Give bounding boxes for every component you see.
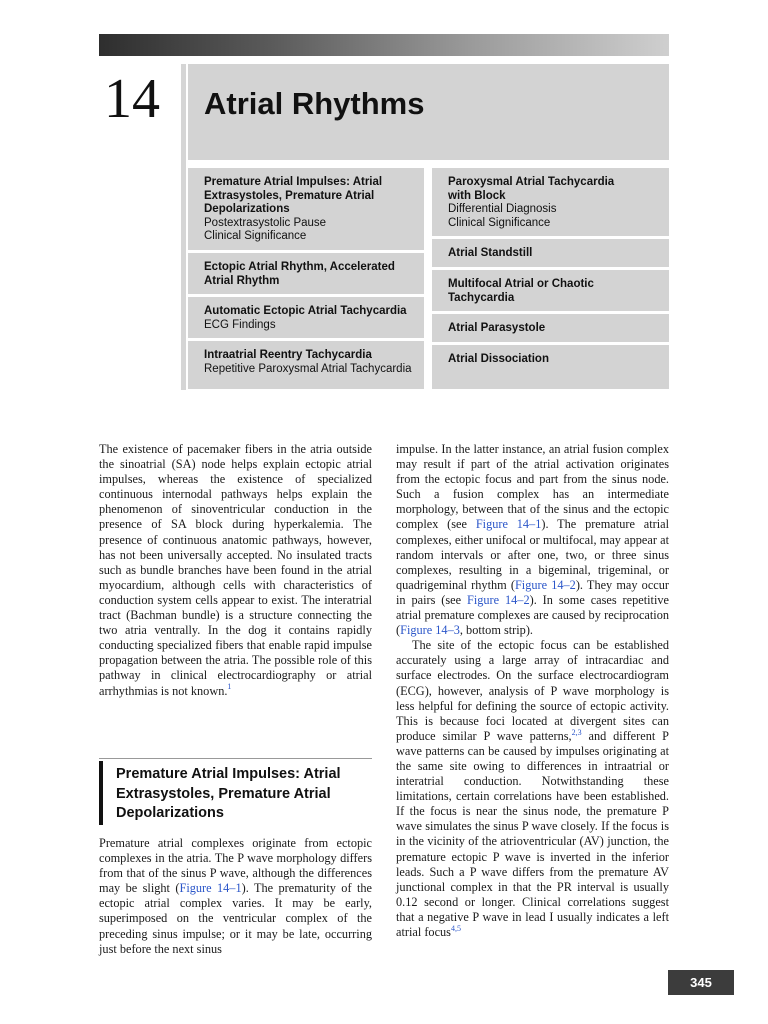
toc-heading-line: Atrial Rhythm	[204, 274, 280, 287]
toc-heading-line: Atrial Dissociation	[448, 352, 549, 365]
reference-link[interactable]: 1	[227, 682, 232, 692]
toc-heading-line: Ectopic Atrial Rhythm, Accelerated	[204, 260, 395, 273]
toc-subitem: Clinical Significance	[204, 230, 307, 243]
chapter-number: 14	[104, 68, 160, 130]
toc-item[interactable]	[432, 270, 669, 311]
toc-heading-line: Atrial Standstill	[448, 247, 533, 260]
toc-heading-line: with Block	[448, 189, 506, 202]
section-heading-bar	[99, 761, 103, 825]
toc-item[interactable]	[188, 297, 424, 338]
figure-link[interactable]: Figure 14–3	[400, 623, 460, 638]
toc-heading-line: Intraatrial Reentry Tachycardia	[204, 349, 372, 362]
toc-item[interactable]	[432, 345, 669, 389]
chapter-title-box	[188, 64, 669, 160]
toc-heading-line: Tachycardia	[448, 291, 515, 304]
reference-link[interactable]: 4,5	[450, 923, 461, 933]
page-number: 345	[668, 970, 734, 995]
toc-heading-line: Extrasystoles, Premature Atrial	[204, 189, 375, 202]
figure-link[interactable]: Figure 14–2	[467, 592, 530, 607]
section-paragraph: Premature atrial complexes originate from ectopic complexes in the atria. The P wave morphology differs from that of the sinus P wave, although the differences may be slight (Figure 14–1). The prematurity of the ectopic atrial complex varies. It may be early, superimposed on the ventricular complex of the preceding sinus impulse; or it may be late, occurring just before the next sinus	[99, 836, 372, 956]
toc-heading-line: Paroxysmal Atrial Tachycardia	[448, 176, 615, 188]
toc-subitem: ECG Findings	[204, 318, 276, 331]
section-heading: Premature Atrial Impulses: Atrial Extrasystoles, Premature Atrial Depolarizations	[116, 766, 341, 821]
toc-item[interactable]	[188, 341, 424, 389]
toc-item[interactable]	[432, 168, 669, 236]
right-paragraph-2: The site of the ectopic focus can be established accurately using a large array of intracardiac and surface electrodes. On the surface electrocardiogram (ECG), however, analysis of P wave morphology is less helpful for defining the source of ectopic activity. This is because foci located at divergent sites can produce similar P wave patterns,$^{2,3}$ and different P wave patterns can be caused by impulses originating at the same site owing to differences in intraatrial or interatrial conduction. Notwithstanding these limitations, certain correlations have been established. If the focus is near the sinus node, the premature P wave simulates the sinus P wave closely. If the focus is in the vicinity of the atrioventricular (AV) junction, the premature ectopic P wave is inverted in the inferior leads. Such a P wave differs from the premature AV junctional complex in that the PR interval is usually 0.12 second or longer. Clinical correlations suggest that a negative P wave in lead I usually indicates a left atrial focus$^{4,5}$	[396, 638, 669, 939]
toc-left-column	[188, 168, 424, 389]
right-paragraph-1: impulse. In the latter instance, an atrial fusion complex may result if part of the atrial activation originates from the ectopic focus and part from the sinus node. Such a fusion complex has an intermediate morphology, between that of the sinus and the ectopic complex (see Figure 14–1). The premature atrial complexes, either unifocal or multifocal, may appear at random intervals or after one, two, or three sinus complexes, resulting in a bigeminal, trigeminal, or quadrigeminal rhythm (Figure 14–2). They may occur in pairs (see Figure 14–2). In some cases repetitive atrial premature complexes are caused by reciprocation (Figure 14–3, bottom strip).	[396, 442, 669, 638]
toc-subitem: Clinical Significance	[448, 216, 551, 229]
toc-subitem: Differential Diagnosis	[448, 203, 557, 216]
toc-subitem: Repetitive Paroxysmal Atrial Tachycardia	[204, 362, 412, 375]
figure-link[interactable]: Figure 14–1	[179, 881, 242, 896]
chapter-title: Atrial Rhythms	[204, 86, 425, 121]
chapter-divider	[181, 64, 186, 390]
intro-paragraph: The existence of pacemaker fibers in the atria outside the sinoatrial (SA) node helps explain ectopic atrial impulses, whereas the existence of specialized continuous internodal pathways helps explain the phenomenon of sinoventricular conduction in the presence of SA block during hyperkalemia. The presence of continuous anatomic pathways, however, has not been universally accepted. No insulated tracts such as bundle branches have been found in the atrial myocardium, although cells with characteristics of conduction system cells appear to exist. The interatrial tract (Bachman bundle) is a structure connecting the two atria ventrally. In the dog it contains rapidly conducting specialized fibers that enable rapid impulse propagation between the atria. The possible role of this pathway in clinical electrocardiography or atrial arrhythmias is not known.$^1$	[99, 442, 372, 698]
reference-link[interactable]: 2,3	[571, 727, 582, 737]
toc-heading-line: Atrial Parasystole	[448, 322, 546, 335]
toc-heading-line: Multifocal Atrial or Chaotic	[448, 277, 594, 290]
figure-link[interactable]: Figure 14–1	[475, 517, 542, 532]
body-column-left	[99, 442, 372, 699]
toc-heading-line: Premature Atrial Impulses: Atrial	[204, 176, 383, 188]
toc-heading-line: Automatic Ectopic Atrial Tachycardia	[204, 305, 407, 318]
body-column-right	[396, 442, 669, 940]
toc-item[interactable]	[432, 239, 669, 267]
toc-subitem: Postextrasystolic Pause	[204, 216, 327, 229]
toc-right-column	[432, 168, 669, 389]
figure-link[interactable]: Figure 14–2	[514, 577, 576, 592]
toc-item[interactable]	[188, 253, 424, 294]
header-gradient-bar	[99, 34, 669, 56]
section-body	[99, 836, 372, 957]
toc-item[interactable]	[432, 314, 669, 342]
section-heading-box	[99, 758, 372, 825]
toc-heading-line: Depolarizations	[204, 203, 290, 216]
toc-item[interactable]	[188, 168, 424, 250]
